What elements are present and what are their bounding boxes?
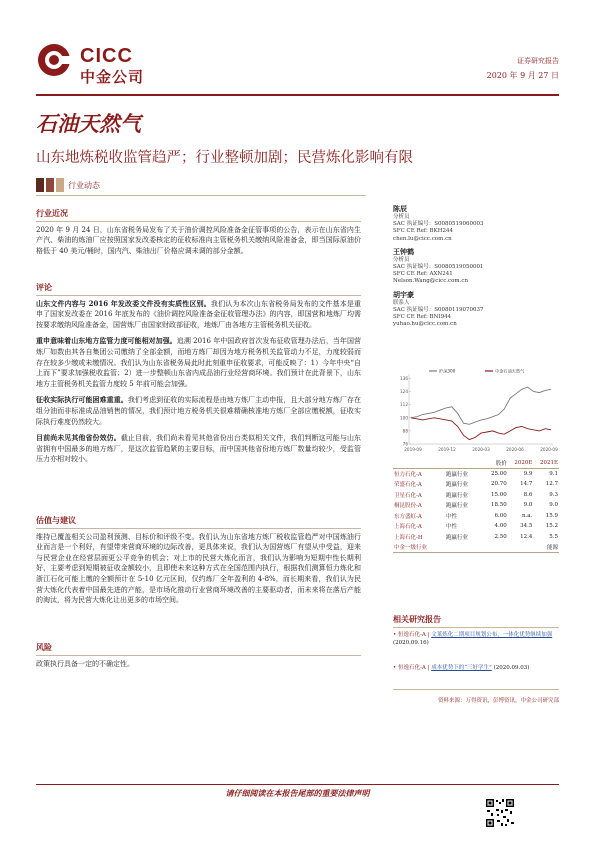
company-name[interactable]: 恒力石化-A [394, 472, 422, 478]
table-header-row [393, 458, 559, 469]
analyst-email[interactable]: chen.lu@cicc.com.cn [393, 235, 452, 242]
paragraph-lead: 重申意味着山东地方监管力度可能相对加强。 [36, 336, 177, 346]
analyst-role: 联系人 [393, 299, 410, 306]
comment-section [36, 282, 361, 465]
paragraph-lead: 目前尚未见其他省份效仿。 [36, 433, 121, 443]
table-header: 股价 [495, 461, 507, 467]
rating: 中性 [446, 524, 458, 531]
table-cell: 12.4 [520, 533, 533, 540]
company-name[interactable]: 上海石化-H [394, 534, 423, 541]
table-cell: 8.6 [523, 491, 533, 498]
tag-label: 行业动态 [68, 181, 100, 190]
logo-text-cn: 中金公司 [80, 68, 145, 86]
table-cell: 9.3 [549, 491, 558, 498]
tag-divider [36, 195, 366, 196]
related-date: (2020.09.16) [393, 640, 429, 646]
risk-text: 政策执行具备一定的不确定性。 [36, 659, 134, 668]
related-link[interactable]: 成本优势下的“三好学生” [431, 665, 492, 671]
table-header: 2021E [539, 460, 558, 466]
table-cell: 15.00 [490, 491, 507, 498]
section-divider [36, 528, 361, 529]
company-name[interactable]: 卫星石化-A [394, 492, 422, 499]
qr-code-icon[interactable] [485, 798, 515, 828]
section-divider [36, 221, 361, 222]
industry-title: 石油天然气 [36, 111, 141, 136]
table-cell: 9.9 [523, 471, 533, 477]
rating: 跑赢行业 [446, 503, 469, 510]
table-header: 2020E [514, 460, 533, 466]
legend-label: 中金石油天然气 [495, 368, 525, 374]
valuation-section [36, 515, 361, 606]
table-row [393, 542, 559, 553]
paragraph-lead: 征收实际执行可能困难重重。 [36, 395, 128, 405]
table-cell: 25.00 [490, 471, 507, 477]
analyst-sfc: SFC CE Ref: BNI944 [393, 314, 452, 321]
table-cell: 9.0 [549, 502, 558, 509]
header-divider [36, 94, 559, 96]
related-item[interactable] [393, 631, 559, 647]
analyst-name: 胡宇豪 [393, 289, 414, 299]
table-cell: 9.1 [549, 471, 558, 477]
section-divider [36, 655, 361, 656]
paragraph-text: 我们认为本次山东省税务局发布的文件基本是重申了国家发改委在 2016 年底发布的《油价调控风险准备金征收管理办法》的内容，即国营和地炼厂均需按要求缴纳风险准备金，国营炼厂由国家财政部征收，地炼厂由各地方主管税务机关征收。 [36, 299, 362, 329]
table-cell: 20.70 [490, 481, 507, 488]
paragraph-text: 追溯 2016 年中国政府首次发布征收管理办法后，当年国营炼厂如数由其各自集团公司缴纳了全部金额，而地方炼厂却因为地方税务机关监管动力不足，力度较弱而存在较多少缴或未缴情况。我们认为山东省税务局此时此刻重申征收要求，可能反映了：1）今年中央“自上而下”要求加强税收监管；2）进一步整顿山东省内成品油行业经营商环境。我们预计在此背景下，山东地方主管税务机关监管力度较 5 年前可能会加强。 [36, 337, 362, 388]
legal-notice[interactable]: 请仔细阅读在本报告尾部的重要法律声明 [225, 788, 370, 798]
series-line-1 [411, 418, 551, 440]
analyst-role: 分析员 [393, 256, 410, 263]
overview-text: 2020 年 9 月 24 日，山东省税务局发布了关于油价调控风险准备金征管事项的公告，表示在山东省内生产汽、柴油的炼油厂应按照国家发改委核定的征收标准向主管税务机关缴纳风险准备金，即当国际原油价格低于 40 美元/桶时，国内汽、柴油出厂价格应调未调的部分金额。 [36, 225, 361, 255]
table-row [393, 532, 559, 543]
report-type: 证券研究报告 [517, 57, 559, 65]
table-cell: 15.2 [545, 523, 558, 530]
analyst-name: 陈辰 [393, 204, 407, 213]
y-tick-label: 124 [400, 389, 408, 394]
rating: 中性 [446, 513, 458, 520]
analyst-sac: SAC 执证编号：S0080519060003 [393, 221, 484, 228]
analyst-sfc: SFC CE Ref: AXN241 [393, 271, 453, 278]
table-row [393, 490, 559, 501]
paragraph-lead: 山东文件内容与 2016 年发改委文件没有实质性区别。 [36, 298, 211, 308]
logo-text-en: CICC [80, 45, 133, 67]
table-cell: 34.5 [520, 523, 533, 530]
company-name[interactable]: 上海石化-A [394, 524, 422, 531]
table-cell: 9.0 [523, 502, 533, 509]
performance-chart [393, 366, 559, 456]
comment-paragraph [36, 336, 361, 389]
related-item[interactable] [393, 664, 559, 672]
related-prefix: • 恒逸石化-A | [393, 665, 432, 671]
overview-section [36, 208, 361, 256]
table-row [393, 469, 559, 480]
analyst-sac: SAC 执证编号：S0080119070037 [393, 306, 484, 313]
section-divider [36, 295, 361, 296]
company-name[interactable]: 荣盛石化-A [394, 482, 422, 489]
table-row [393, 500, 559, 511]
rating: 跑赢行业 [446, 472, 469, 478]
related-date: (2020.09.03) [493, 665, 530, 671]
report-date: 2020 年 9 月 27 日 [486, 71, 559, 80]
table-cell: 14.7 [520, 481, 533, 488]
table-cell: 5.5 [549, 533, 558, 540]
analyst-card [393, 204, 559, 243]
table-header [393, 458, 445, 469]
analyst-name: 王钟鹤 [393, 246, 414, 256]
table-cell: 2.50 [494, 533, 507, 540]
table-row [393, 511, 559, 522]
x-tick-label: 2020-06 [506, 447, 524, 452]
report-headline: 山东地炼税收监管趋严；行业整顿加剧；民营炼化影响有限 [36, 150, 413, 166]
source-note: 资料来源：万得资讯，彭博资讯，中金公司研究部 [437, 698, 559, 704]
company-name[interactable]: 中金一级行业 [394, 545, 428, 551]
rating: 跑赢行业 [446, 534, 469, 541]
table-row [393, 521, 559, 532]
y-tick-label: 88 [402, 428, 408, 434]
x-tick-label: 2020-03 [472, 447, 490, 452]
table-cell: n.a. [522, 512, 533, 519]
analyst-sac: SAC 执证编号：S0080519050001 [393, 264, 484, 271]
table-row [393, 479, 559, 490]
x-tick-label: 2019-12 [438, 447, 456, 452]
table-cell: 18.50 [490, 502, 507, 509]
comment-paragraph [36, 299, 361, 331]
analyst-role: 分析员 [393, 214, 410, 220]
related-divider [393, 627, 559, 628]
paragraph-text: 截止目前，我们尚未看见其他省份出台类似相关文件，我们判断这可能与山东省拥有中国最多的地方炼厂，是这次监管趋紧的主要目标，而中国其他省份地方炼厂数量均较少，受监管压力亦相对较小。 [36, 434, 362, 464]
x-tick-label: 2020-09 [540, 447, 558, 452]
table-header [445, 458, 485, 469]
paragraph-text: 我们考虑到征收的实际流程是由地方炼厂主动申报，且大部分地方炼厂存在组分油而非标准成品油销售的情况，我们预计地方税务机关很难精确核准地方炼厂全部应缴税额，征收实际执行难度仍然较大。 [36, 396, 362, 426]
related-prefix: • 恒逸石化-A | [393, 632, 432, 638]
related-title: 相关研究报告 [393, 614, 441, 624]
section-title: 行业近况 [36, 208, 68, 218]
section-title: 风险 [36, 642, 52, 652]
analyst-email[interactable]: yuhao.hu@cicc.com.cn [393, 321, 457, 328]
table-cell: 15.9 [545, 512, 558, 519]
table-cell: 4.00 [494, 523, 507, 530]
analyst-card [393, 247, 559, 286]
risk-section [36, 642, 361, 669]
related-end-divider [393, 689, 559, 690]
y-tick-label: 136 [400, 375, 408, 381]
rating [445, 542, 485, 553]
y-tick-label: 112 [400, 402, 408, 408]
analyst-card [393, 290, 559, 329]
footer-divider [36, 784, 559, 785]
rating: 跑赢行业 [446, 482, 469, 489]
table-cell [485, 542, 508, 553]
company-name[interactable]: 东方盛虹-A [394, 513, 422, 520]
table-cell [508, 542, 534, 553]
series-line-0 [411, 387, 551, 424]
comment-paragraph [36, 395, 361, 427]
valuation-text: 维持已覆盖相关公司盈利预测、目标价和评级不变。我们认为山东省地方炼厂税收监管趋严对中国炼油行业而言是一个利好，有望带来营商环境的边际改善，更具体来说，我们认为国营炼厂有望从中受益，迎来与民营企业在经营层面更公平竞争的机会；对上市的民营大炼化而言，我们认为影响为短期中性长期利好，主要考虑到短期被征收金额较小，且即使未来这种方式在全国范围内执行，根据我们测算恒力炼化和浙江石化可能上缴的全额预计在 5-10 亿元区间，仅约炼厂全年盈利的 4-8%，而长期来看，我们认为民营大炼化代表着中国最先进的产能，是市场化推动行业营商环境改善的主要驱动者，而未来将在落后产能的淘汰，将为民营大炼化让出更多的市场空间。 [36, 532, 361, 605]
analyst-sfc: SFC CE Ref: BKH244 [393, 228, 453, 235]
table-cell: 12.7 [545, 481, 558, 488]
tag-color-bar [36, 178, 64, 192]
y-tick-label: 76 [402, 441, 408, 447]
table-cell: 6.00 [494, 512, 507, 519]
legend-label: 沪深300 [439, 368, 456, 374]
section-title: 估值与建议 [36, 515, 76, 525]
table-cell: 能源 [546, 545, 558, 551]
analyst-list [393, 200, 559, 328]
related-link[interactable]: 文莱炼化二期项目规划公布，一体化优势继续加强 [431, 632, 553, 638]
section-title: 评论 [36, 282, 52, 292]
rating: 跑赢行业 [446, 492, 469, 499]
x-tick-label: 2019-09 [404, 447, 422, 452]
analyst-email[interactable]: Nelson.Wang@cicc.com.cn [393, 278, 468, 285]
company-name[interactable]: 桐昆股份-A [394, 503, 422, 510]
comment-paragraph [36, 433, 361, 465]
coverage-table [393, 458, 559, 553]
cicc-logo-mark [36, 42, 72, 78]
y-tick-label: 100 [400, 415, 408, 421]
